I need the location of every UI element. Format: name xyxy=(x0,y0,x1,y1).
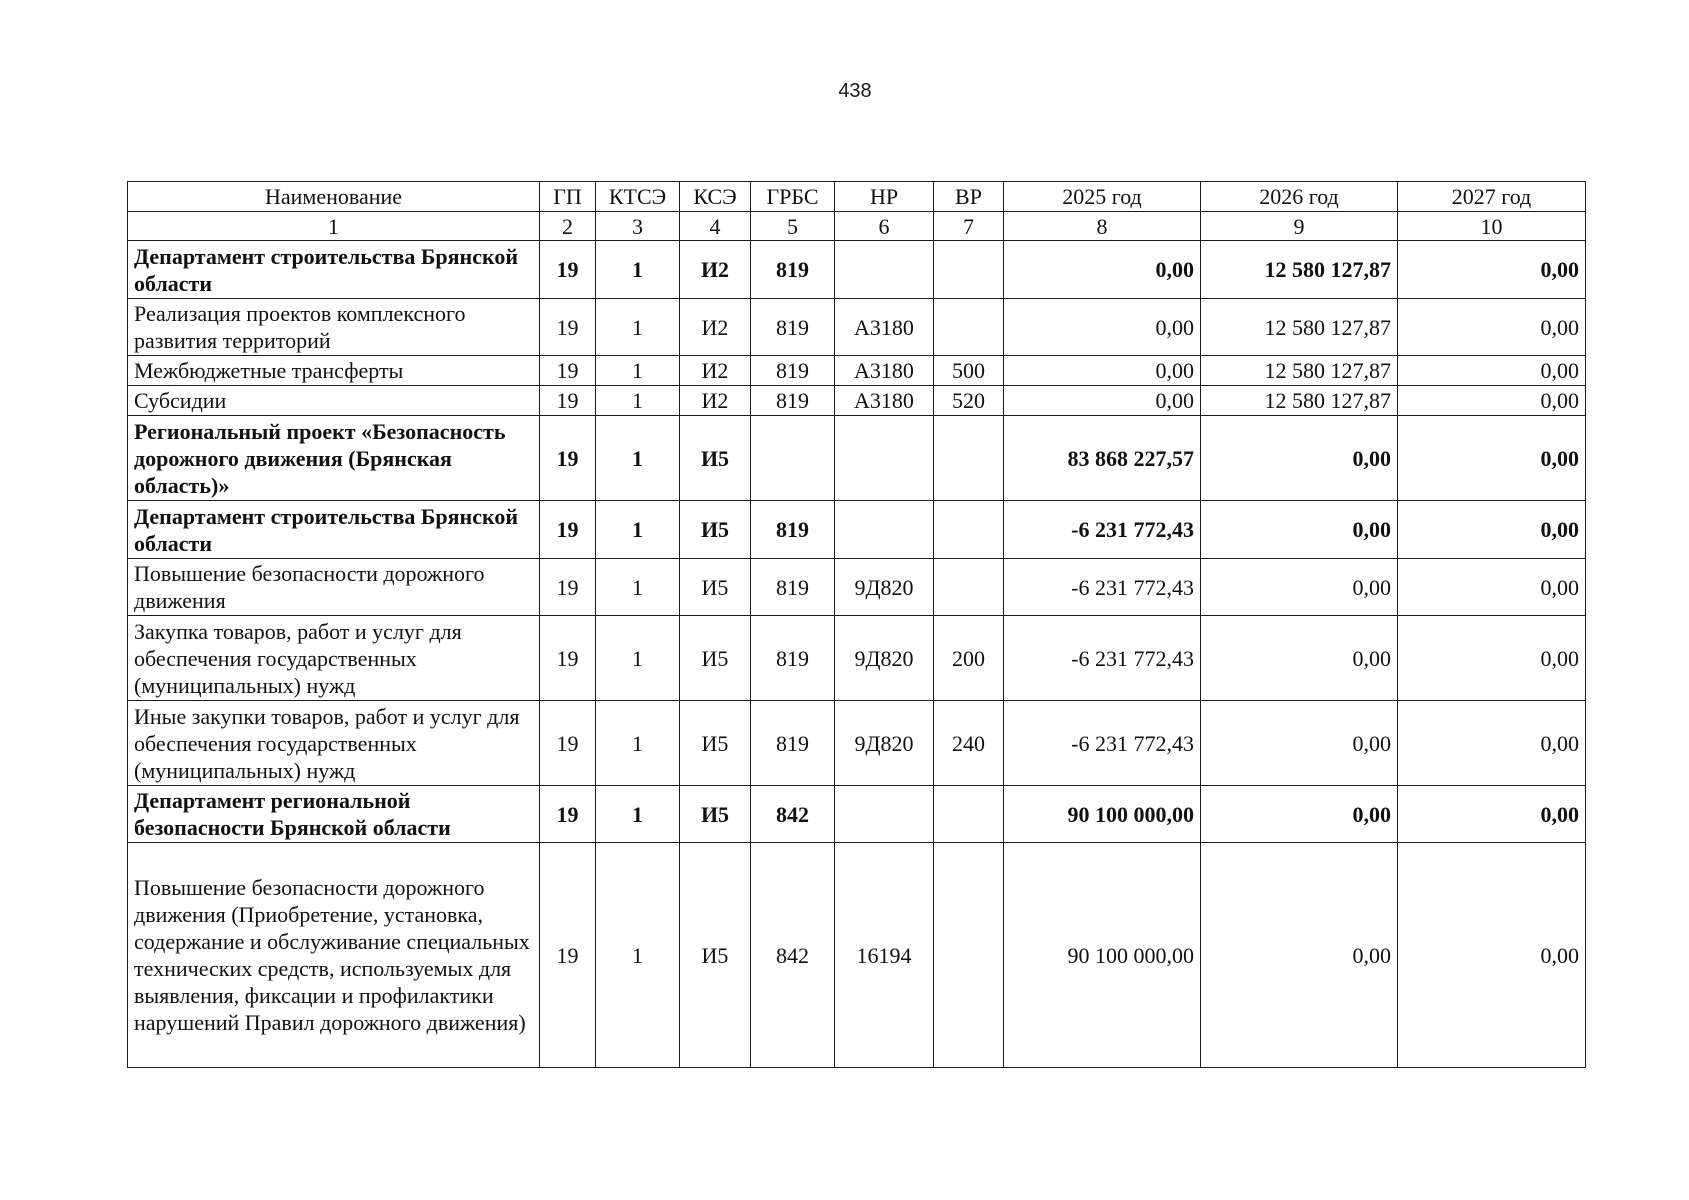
cell-nr: 9Д820 xyxy=(835,701,934,786)
header-gp: ГП xyxy=(540,182,596,212)
cell-grbs: 842 xyxy=(751,843,835,1068)
cell-gp: 19 xyxy=(540,843,596,1068)
cell-vr xyxy=(934,843,1004,1068)
cell-kse: И2 xyxy=(680,356,751,386)
header-2027: 2027 год xyxy=(1398,182,1586,212)
cell-2026: 0,00 xyxy=(1201,701,1398,786)
cell-2026: 0,00 xyxy=(1201,416,1398,501)
table-row xyxy=(128,501,1586,559)
row-name: Закупка товаров, работ и услуг для обеспечения государственных (муниципальных) нужд xyxy=(128,616,540,701)
table-row xyxy=(128,356,1586,386)
cell-2027: 0,00 xyxy=(1398,843,1586,1068)
cell-gp: 19 xyxy=(540,616,596,701)
row-name: Региональный проект «Безопасность дорожного движения (Брянская область)» xyxy=(128,416,540,501)
cell-2027: 0,00 xyxy=(1398,299,1586,356)
cell-nr: 16194 xyxy=(835,843,934,1068)
column-number: 4 xyxy=(680,212,751,241)
column-number: 10 xyxy=(1398,212,1586,241)
cell-2026: 12 580 127,87 xyxy=(1201,241,1398,299)
page-number: 438 xyxy=(838,80,872,102)
table-row xyxy=(128,241,1586,299)
cell-nr xyxy=(835,786,934,843)
cell-grbs: 819 xyxy=(751,501,835,559)
cell-2027: 0,00 xyxy=(1398,241,1586,299)
cell-gp: 19 xyxy=(540,299,596,356)
table-row xyxy=(128,416,1586,501)
cell-gp: 19 xyxy=(540,786,596,843)
cell-2025: -6 231 772,43 xyxy=(1004,501,1201,559)
header-ktse: КТСЭ xyxy=(596,182,680,212)
cell-nr: А3180 xyxy=(835,386,934,416)
row-name: Иные закупки товаров, работ и услуг для обеспечения государственных (муниципальных) нужд xyxy=(128,701,540,786)
header-nr: НР xyxy=(835,182,934,212)
cell-kse: И5 xyxy=(680,559,751,616)
cell-vr: 500 xyxy=(934,356,1004,386)
cell-grbs: 819 xyxy=(751,559,835,616)
cell-gp: 19 xyxy=(540,501,596,559)
cell-2026: 0,00 xyxy=(1201,501,1398,559)
cell-ktse: 1 xyxy=(596,616,680,701)
cell-kse: И5 xyxy=(680,616,751,701)
cell-gp: 19 xyxy=(540,416,596,501)
table-row xyxy=(128,559,1586,616)
header-grbs: ГРБС xyxy=(751,182,835,212)
cell-2026: 0,00 xyxy=(1201,616,1398,701)
cell-nr: 9Д820 xyxy=(835,616,934,701)
cell-gp: 19 xyxy=(540,701,596,786)
cell-gp: 19 xyxy=(540,356,596,386)
cell-2026: 0,00 xyxy=(1201,843,1398,1068)
cell-2026: 12 580 127,87 xyxy=(1201,386,1398,416)
cell-kse: И5 xyxy=(680,843,751,1068)
cell-grbs: 842 xyxy=(751,786,835,843)
row-name: Департамент строительства Брянской области xyxy=(128,501,540,559)
cell-gp: 19 xyxy=(540,386,596,416)
budget-table xyxy=(127,181,1586,1068)
column-number: 1 xyxy=(128,212,540,241)
row-name: Реализация проектов комплексного развития территорий xyxy=(128,299,540,356)
table-row xyxy=(128,386,1586,416)
cell-kse: И5 xyxy=(680,701,751,786)
table-row xyxy=(128,786,1586,843)
cell-vr xyxy=(934,786,1004,843)
header-2025: 2025 год xyxy=(1004,182,1201,212)
row-name: Межбюджетные трансферты xyxy=(128,356,540,386)
cell-2026: 12 580 127,87 xyxy=(1201,356,1398,386)
cell-ktse: 1 xyxy=(596,416,680,501)
cell-2025: 0,00 xyxy=(1004,386,1201,416)
cell-2026: 12 580 127,87 xyxy=(1201,299,1398,356)
table-row xyxy=(128,616,1586,701)
cell-kse: И2 xyxy=(680,386,751,416)
cell-ktse: 1 xyxy=(596,386,680,416)
cell-vr: 200 xyxy=(934,616,1004,701)
table-row xyxy=(128,701,1586,786)
cell-vr xyxy=(934,501,1004,559)
cell-ktse: 1 xyxy=(596,843,680,1068)
table-body xyxy=(128,241,1586,1068)
cell-gp: 19 xyxy=(540,559,596,616)
cell-ktse: 1 xyxy=(596,559,680,616)
cell-2027: 0,00 xyxy=(1398,701,1586,786)
cell-vr: 240 xyxy=(934,701,1004,786)
header-name: Наименование xyxy=(128,182,540,212)
cell-nr xyxy=(835,416,934,501)
cell-kse: И2 xyxy=(680,241,751,299)
cell-nr: 9Д820 xyxy=(835,559,934,616)
header-kse: КСЭ xyxy=(680,182,751,212)
header-2026: 2026 год xyxy=(1201,182,1398,212)
header-row xyxy=(128,182,1586,212)
cell-2027: 0,00 xyxy=(1398,616,1586,701)
column-number: 2 xyxy=(540,212,596,241)
cell-2027: 0,00 xyxy=(1398,559,1586,616)
row-name: Департамент региональной безопасности Брянской области xyxy=(128,786,540,843)
cell-kse: И5 xyxy=(680,786,751,843)
cell-vr xyxy=(934,559,1004,616)
cell-2025: 83 868 227,57 xyxy=(1004,416,1201,501)
row-name: Департамент строительства Брянской области xyxy=(128,241,540,299)
cell-vr xyxy=(934,416,1004,501)
header-vr: ВР xyxy=(934,182,1004,212)
row-name: Повышение безопасности дорожного движения (Приобретение, установка, содержание и обслуживание специальных технических средств, используемых для выявления, фиксации и профилактики нарушений Правил дорожного движения) xyxy=(128,843,540,1068)
row-name: Повышение безопасности дорожного движения xyxy=(128,559,540,616)
column-number: 5 xyxy=(751,212,835,241)
cell-2025: 0,00 xyxy=(1004,356,1201,386)
cell-grbs: 819 xyxy=(751,701,835,786)
cell-vr xyxy=(934,299,1004,356)
row-name: Субсидии xyxy=(128,386,540,416)
column-number-row xyxy=(128,212,1586,241)
cell-grbs: 819 xyxy=(751,299,835,356)
cell-2027: 0,00 xyxy=(1398,356,1586,386)
cell-grbs: 819 xyxy=(751,356,835,386)
cell-nr: А3180 xyxy=(835,299,934,356)
cell-nr xyxy=(835,501,934,559)
table-row xyxy=(128,843,1586,1068)
column-number: 7 xyxy=(934,212,1004,241)
cell-2026: 0,00 xyxy=(1201,786,1398,843)
cell-2025: 0,00 xyxy=(1004,241,1201,299)
cell-grbs: 819 xyxy=(751,241,835,299)
cell-kse: И2 xyxy=(680,299,751,356)
column-number: 3 xyxy=(596,212,680,241)
cell-nr xyxy=(835,241,934,299)
cell-grbs: 819 xyxy=(751,386,835,416)
cell-ktse: 1 xyxy=(596,501,680,559)
cell-kse: И5 xyxy=(680,501,751,559)
cell-2027: 0,00 xyxy=(1398,786,1586,843)
cell-2027: 0,00 xyxy=(1398,416,1586,501)
cell-2025: -6 231 772,43 xyxy=(1004,701,1201,786)
column-number: 8 xyxy=(1004,212,1201,241)
cell-ktse: 1 xyxy=(596,786,680,843)
cell-kse: И5 xyxy=(680,416,751,501)
cell-2025: -6 231 772,43 xyxy=(1004,616,1201,701)
cell-grbs xyxy=(751,416,835,501)
cell-ktse: 1 xyxy=(596,356,680,386)
cell-gp: 19 xyxy=(540,241,596,299)
cell-2025: 90 100 000,00 xyxy=(1004,786,1201,843)
cell-nr: А3180 xyxy=(835,356,934,386)
cell-grbs: 819 xyxy=(751,616,835,701)
cell-vr xyxy=(934,241,1004,299)
cell-2025: 0,00 xyxy=(1004,299,1201,356)
cell-ktse: 1 xyxy=(596,241,680,299)
table-row xyxy=(128,299,1586,356)
cell-2027: 0,00 xyxy=(1398,501,1586,559)
cell-2026: 0,00 xyxy=(1201,559,1398,616)
cell-2025: 90 100 000,00 xyxy=(1004,843,1201,1068)
cell-2025: -6 231 772,43 xyxy=(1004,559,1201,616)
cell-2027: 0,00 xyxy=(1398,386,1586,416)
cell-ktse: 1 xyxy=(596,299,680,356)
cell-ktse: 1 xyxy=(596,701,680,786)
column-number: 9 xyxy=(1201,212,1398,241)
column-number: 6 xyxy=(835,212,934,241)
cell-vr: 520 xyxy=(934,386,1004,416)
